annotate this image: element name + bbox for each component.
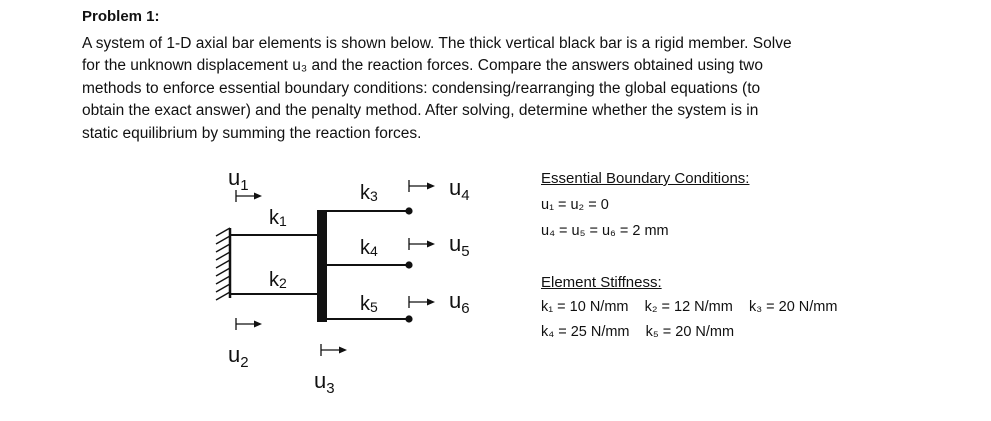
label-k2: k2 [269,269,287,291]
rigid-bar [317,210,327,322]
statement-line: for the unknown displacement u₃ and the reaction forces. Compare the answers obtained using two [82,57,763,75]
stiffness-k5: k₅ = 20 N/mm [645,324,735,340]
label-u5: $u_5$ [449,231,470,260]
label-k5: k5 [360,293,378,315]
u3-arrow-icon [321,344,347,356]
node-5 [405,261,412,268]
statement-line: static equilibrium by summing the reaction forces. [82,124,422,142]
problem-statement [82,33,912,145]
label-u4: $u_4$ [449,175,470,204]
label-u2: $u_2$ [228,342,249,371]
stiffness-k4: k₄ = 25 N/mm [541,324,630,340]
u6-arrow-icon [409,296,435,308]
bc-line-1: u₁ = u₂ = 0 [541,197,609,213]
stiffness-row-1 [541,299,837,315]
label-k1: k1 [269,207,287,229]
fixed-wall [216,228,230,300]
label-k4: k4 [360,237,378,259]
element-stiffness-title: Element Stiffness: [541,274,662,291]
stiffness-k2: k₂ = 12 N/mm [644,299,733,315]
stiffness-k3: k₃ = 20 N/mm [748,299,838,315]
u2-arrow-icon [236,318,262,330]
statement-line: obtain the exact answer) and the penalty method. After solving, determine whether the system is in [82,102,759,120]
node-6 [405,315,412,322]
u4-arrow-icon [409,180,435,192]
statement-line: A system of 1-D axial bar elements is shown below. The thick vertical black bar is a rigid member. Solve [82,35,792,52]
stiffness-k1: k₁ = 10 N/mm [541,299,629,315]
label-k3: k3 [360,182,378,204]
node-4 [405,207,412,214]
stiffness-row-2 [541,324,734,340]
label-u6: $u_6$ [449,288,470,317]
statement-line: methods to enforce essential boundary conditions: condensing/rearranging the global equations (to [82,79,761,97]
spring-system-diagram [180,158,480,398]
boundary-conditions-title: Essential Boundary Conditions: [541,170,750,187]
label-u3: $u_3$ [314,368,335,397]
u5-arrow-icon [409,238,435,250]
problem-title: Problem 1: [82,8,160,25]
label-u1: $u_1$ [228,165,249,194]
bc-line-2: u₄ = u₅ = u₆ = 2 mm [541,223,669,239]
